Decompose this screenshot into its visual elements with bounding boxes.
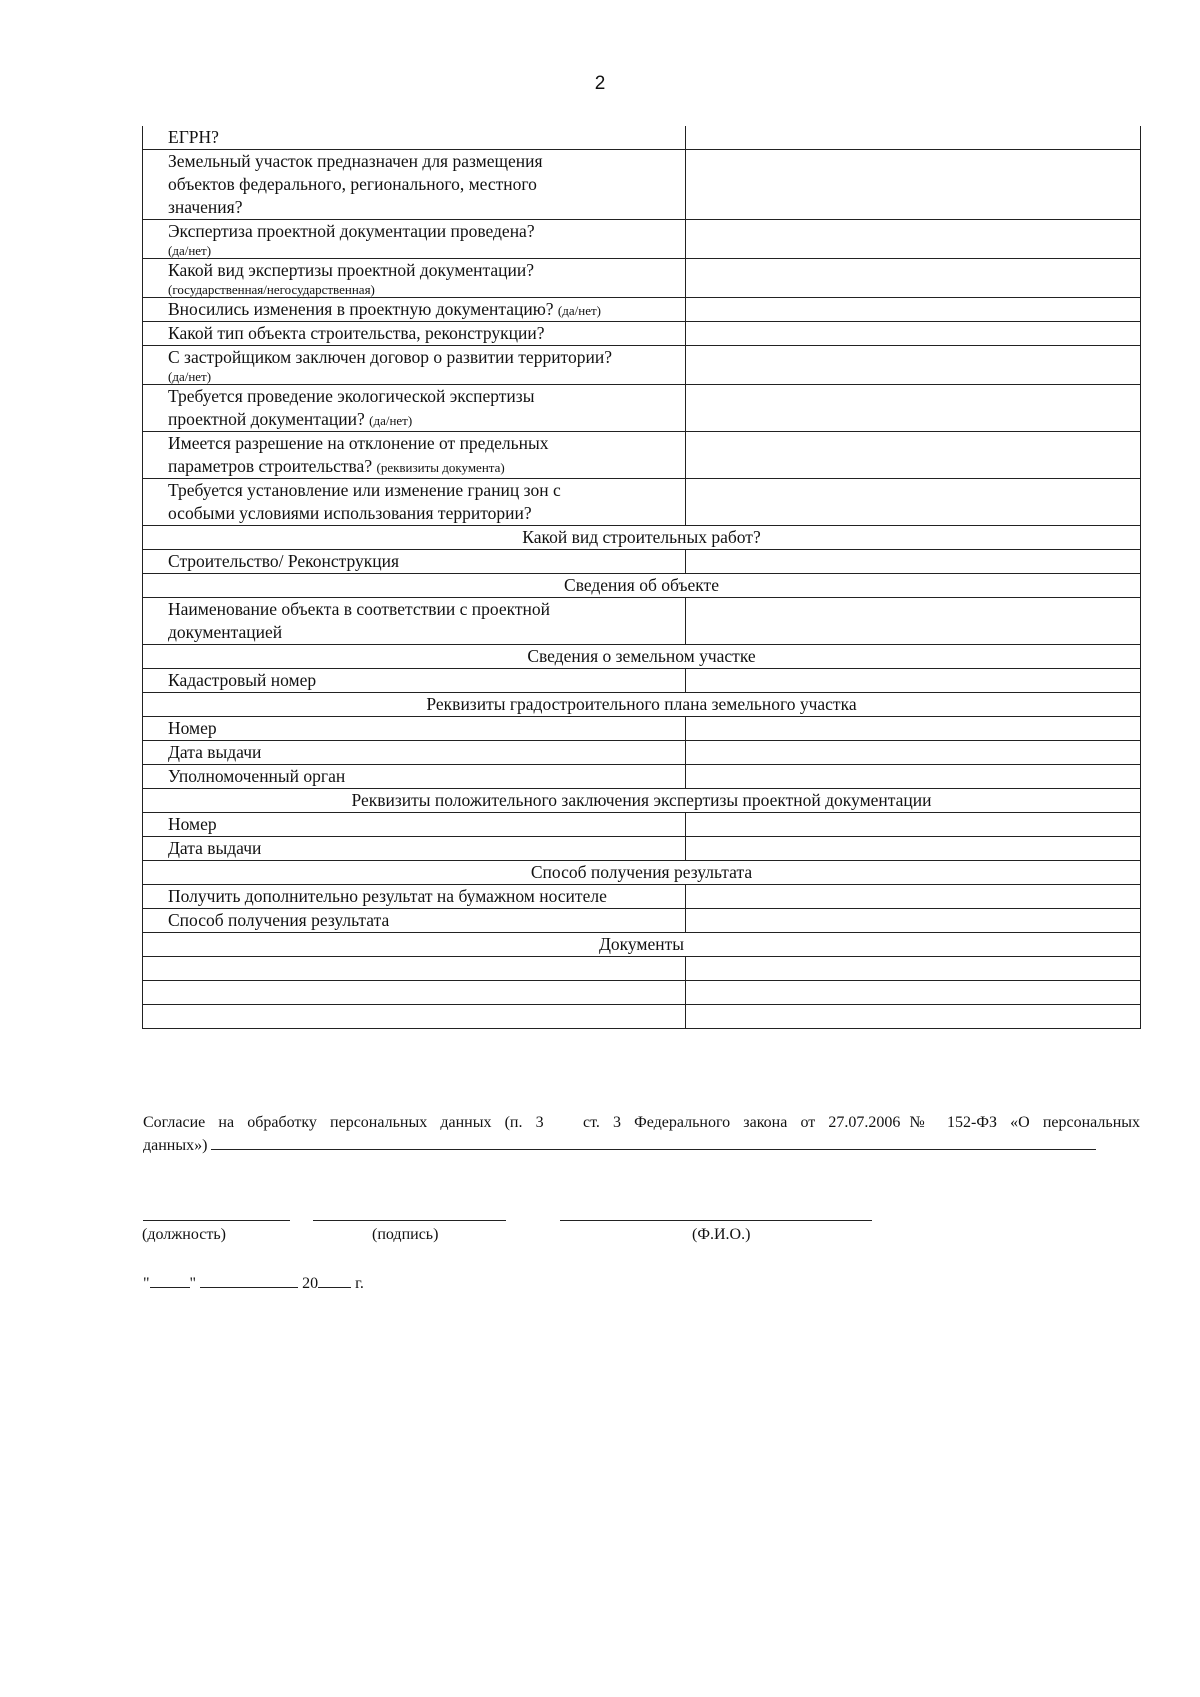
expertise-done-hint: (да/нет): [168, 243, 212, 258]
answer-field[interactable]: [686, 259, 1141, 298]
fio-caption: (Ф.И.О.): [692, 1226, 751, 1243]
expertise-kind-question: Какой вид экспертизы проектной документации?: [168, 260, 535, 280]
deviation-permit-question-line: Имеется разрешение на отклонение от предельных: [168, 433, 549, 453]
answer-field[interactable]: [686, 126, 1141, 150]
year-suffix: г.: [355, 1275, 364, 1292]
result-method-label: Способ получения результата: [168, 910, 390, 930]
answer-field[interactable]: [686, 909, 1141, 933]
question-cell: [143, 765, 686, 789]
table-row: [143, 220, 1141, 259]
document-value-field[interactable]: [686, 957, 1141, 981]
table-row: [143, 765, 1141, 789]
signature-line[interactable]: [313, 1220, 506, 1221]
question-cell: [143, 259, 686, 298]
table-row: [143, 598, 1141, 645]
egrn-question: ЕГРН?: [168, 127, 219, 147]
answer-field[interactable]: [686, 741, 1141, 765]
section-heading-expert-conclusion: Реквизиты положительного заключения экспертизы проектной документации: [143, 789, 1141, 813]
date-quote-open: ": [143, 1275, 150, 1292]
section-row: [143, 789, 1141, 813]
document-name-field[interactable]: [143, 957, 686, 981]
conclusion-date-label: Дата выдачи: [168, 838, 262, 858]
table-row: [143, 813, 1141, 837]
eco-expertise-question-line: проектной документации?: [168, 409, 365, 429]
land-purpose-question-line: объектов федерального, регионального, местного: [168, 174, 537, 194]
deviation-permit-hint: (реквизиты документа): [376, 460, 505, 475]
section-row: [143, 574, 1141, 598]
question-cell: [143, 479, 686, 526]
answer-field[interactable]: [686, 550, 1141, 574]
page-number: 2: [594, 73, 606, 94]
document-row: [143, 981, 1141, 1005]
section-heading-work-kind: Какой вид строительных работ?: [143, 526, 1141, 550]
gpzu-date-label: Дата выдачи: [168, 742, 262, 762]
answer-field[interactable]: [686, 150, 1141, 220]
table-row: [143, 741, 1141, 765]
document-name-field[interactable]: [143, 981, 686, 1005]
section-heading-gpzu: Реквизиты градостроительного плана земельного участка: [143, 693, 1141, 717]
gpzu-number-label: Номер: [168, 718, 217, 738]
document-name-field[interactable]: [143, 1005, 686, 1029]
development-contract-question: С застройщиком заключен договор о развитии территории?: [168, 347, 612, 367]
document-row: [143, 1005, 1141, 1029]
construction-label: Строительство/ Реконструкция: [168, 551, 400, 571]
answer-field[interactable]: [686, 669, 1141, 693]
cadastral-number-label: Кадастровый номер: [168, 670, 317, 690]
section-heading-documents: Документы: [143, 933, 1141, 957]
application-form-table: [142, 126, 1141, 1029]
special-zones-question-line: особыми условиями использования территории?: [168, 503, 532, 523]
table-row: [143, 259, 1141, 298]
year-field[interactable]: [318, 1272, 351, 1288]
object-name-label-line: документацией: [168, 622, 283, 642]
date-line: [143, 1272, 364, 1293]
table-row: [143, 346, 1141, 385]
expertise-done-question: Экспертиза проектной документации проведена?: [168, 221, 535, 241]
answer-field[interactable]: [686, 837, 1141, 861]
question-cell: [143, 126, 686, 150]
question-cell: [143, 322, 686, 346]
eco-expertise-question-line: Требуется проведение экологической экспертизы: [168, 386, 535, 406]
answer-field[interactable]: [686, 346, 1141, 385]
document-value-field[interactable]: [686, 1005, 1141, 1029]
table-row: [143, 385, 1141, 432]
special-zones-question-line: Требуется установление или изменение границ зон с: [168, 480, 561, 500]
answer-field[interactable]: [686, 298, 1141, 322]
gpzu-authority-label: Уполномоченный орган: [168, 766, 346, 786]
document-value-field[interactable]: [686, 981, 1141, 1005]
table-row: [143, 298, 1141, 322]
answer-field[interactable]: [686, 885, 1141, 909]
section-row: [143, 693, 1141, 717]
conclusion-number-label: Номер: [168, 814, 217, 834]
month-field[interactable]: [200, 1272, 298, 1288]
consent-text-continuation: данных»): [143, 1137, 208, 1154]
table-row: [143, 150, 1141, 220]
answer-field[interactable]: [686, 432, 1141, 479]
question-cell: [143, 385, 686, 432]
table-row: [143, 669, 1141, 693]
answer-field[interactable]: [686, 598, 1141, 645]
signature-caption: (подпись): [372, 1226, 439, 1243]
expertise-kind-hint: (государственная/негосударственная): [168, 282, 375, 297]
answer-field[interactable]: [686, 322, 1141, 346]
table-row: [143, 885, 1141, 909]
answer-field[interactable]: [686, 479, 1141, 526]
section-row: [143, 645, 1141, 669]
deviation-permit-question-line: параметров строительства?: [168, 456, 373, 476]
table-row: [143, 479, 1141, 526]
question-cell: [143, 598, 686, 645]
consent-text: Согласие на обработку персональных данных (п. 3 ст. 3 Федерального закона от 27.07.2006№ 152-ФЗ «О персональных: [143, 1114, 1140, 1131]
question-cell: [143, 432, 686, 479]
section-heading-object: Сведения об объекте: [143, 574, 1141, 598]
section-row: [143, 933, 1141, 957]
table-row: [143, 322, 1141, 346]
question-cell: [143, 885, 686, 909]
eco-expertise-hint: (да/нет): [369, 413, 413, 428]
date-quote-close: ": [189, 1275, 197, 1292]
fio-line[interactable]: [560, 1220, 872, 1221]
section-row: [143, 861, 1141, 885]
position-line[interactable]: [143, 1220, 290, 1221]
document-row: [143, 957, 1141, 981]
question-cell: [143, 346, 686, 385]
land-purpose-question-line: значения?: [168, 197, 243, 217]
table-row: [143, 126, 1141, 150]
question-cell: [143, 741, 686, 765]
land-purpose-question-line: Земельный участок предназначен для размещения: [168, 151, 543, 171]
table-row: [143, 837, 1141, 861]
question-cell: [143, 837, 686, 861]
object-name-label-line: Наименование объекта в соответствии с проектной: [168, 599, 550, 619]
table-row: [143, 550, 1141, 574]
question-cell: [143, 813, 686, 837]
table-row: [143, 909, 1141, 933]
position-caption: (должность): [142, 1226, 226, 1243]
answer-field[interactable]: [686, 813, 1141, 837]
section-row: [143, 526, 1141, 550]
question-cell: [143, 298, 686, 322]
changes-hint: (да/нет): [557, 303, 601, 318]
question-cell: [143, 669, 686, 693]
section-heading-land: Сведения о земельном участке: [143, 645, 1141, 669]
answer-field[interactable]: [686, 765, 1141, 789]
consent-signature-line[interactable]: [211, 1134, 1096, 1150]
question-cell: [143, 220, 686, 259]
question-cell: [143, 550, 686, 574]
answer-field[interactable]: [686, 717, 1141, 741]
paper-result-label: Получить дополнительно результат на бумажном носителе: [168, 886, 607, 906]
table-row: [143, 432, 1141, 479]
question-cell: [143, 150, 686, 220]
day-field[interactable]: [150, 1272, 190, 1288]
object-type-question: Какой тип объекта строительства, реконструкции?: [168, 323, 545, 343]
section-heading-result: Способ получения результата: [143, 861, 1141, 885]
question-cell: [143, 717, 686, 741]
answer-field[interactable]: [686, 220, 1141, 259]
changes-question: Вносились изменения в проектную документацию?: [168, 299, 554, 319]
question-cell: [143, 909, 686, 933]
year-prefix: 20: [302, 1275, 319, 1292]
answer-field[interactable]: [686, 385, 1141, 432]
table-row: [143, 717, 1141, 741]
consent-block: [143, 1111, 1140, 1157]
development-contract-hint: (да/нет): [168, 369, 212, 384]
